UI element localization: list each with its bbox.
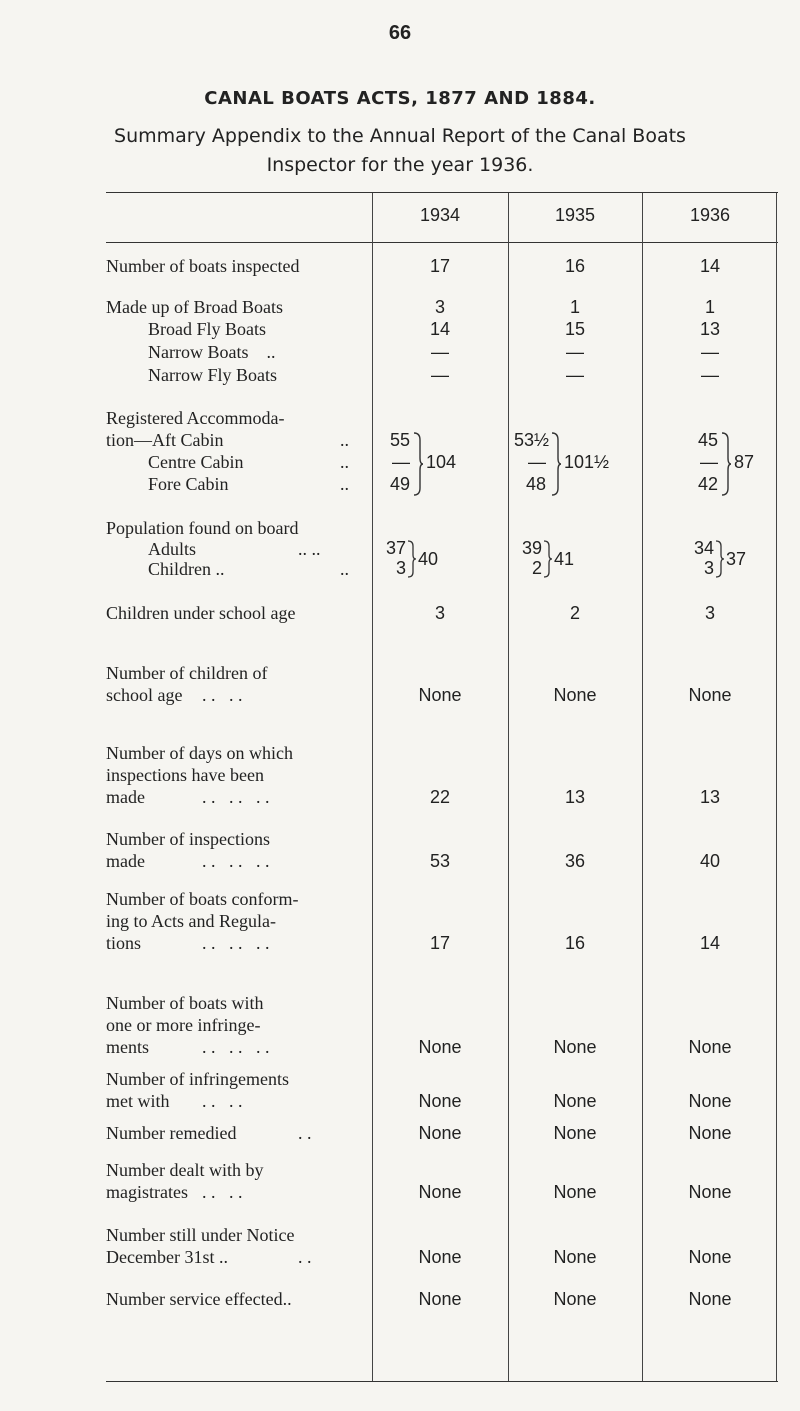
- cell-value: None: [553, 1037, 597, 1057]
- cell-value: None: [688, 1037, 732, 1057]
- cell-value: —: [701, 365, 719, 385]
- cell-value: None: [418, 1123, 462, 1143]
- cell-value: 15: [564, 319, 586, 339]
- right-brace-icon: [543, 540, 553, 578]
- row-label-line: Number of boats conform-: [106, 889, 299, 909]
- header-rule: [106, 242, 778, 243]
- row-label-population: Population found on board: [106, 518, 299, 538]
- row-label-line: Number of children of: [106, 663, 268, 683]
- page-number: 66: [388, 22, 412, 44]
- leader-dots: . . . . . .: [202, 1037, 270, 1057]
- row-label-narrow-fly-boats: Narrow Fly Boats: [148, 365, 277, 385]
- cell-value: 1: [569, 297, 580, 317]
- row-label-line: made . . . . . .: [106, 787, 270, 807]
- cell-value: None: [553, 685, 597, 705]
- accommodation-1935: [514, 430, 642, 530]
- cell-value: 53: [429, 851, 451, 871]
- cell-value: 16: [564, 256, 586, 276]
- cell-value: 13: [699, 319, 721, 339]
- summary-table: [106, 192, 778, 1382]
- cell-value: 3: [434, 603, 445, 623]
- cell-value: 1: [704, 297, 715, 317]
- children-value: 2: [531, 558, 542, 578]
- accommodation-1936: [686, 430, 776, 530]
- cell-value: 13: [699, 787, 721, 807]
- accommodation-1934: [378, 430, 508, 530]
- centre-value: —: [392, 452, 410, 472]
- row-label-line: Number of days on which: [106, 743, 293, 763]
- row-label-line: Number of boats with: [106, 993, 264, 1013]
- page-title: CANAL BOATS ACTS, 1877 AND 1884.: [204, 88, 596, 109]
- row-label-broad-boats: Made up of Broad Boats: [106, 297, 283, 317]
- row-label-line: Number of infringements: [106, 1069, 289, 1089]
- cell-value: None: [688, 1123, 732, 1143]
- header-1934: 1934: [419, 205, 461, 225]
- cell-value: None: [553, 1182, 597, 1202]
- leader-dots: . . . .: [202, 1182, 243, 1202]
- centre-cabin-text: Centre Cabin: [148, 452, 244, 472]
- total-value: 41: [554, 549, 575, 569]
- leader-dots: ..: [266, 342, 276, 362]
- cell-value: —: [431, 342, 449, 362]
- cell-value: 14: [699, 256, 721, 276]
- row-label-fore-cabin: [148, 474, 372, 494]
- leader-dots: . . . .: [202, 685, 243, 705]
- leader-dots: ..: [340, 474, 349, 494]
- cell-value: 3: [704, 603, 715, 623]
- right-brace-icon: [720, 432, 732, 496]
- adults-value: 39: [521, 538, 542, 558]
- row-label-narrow-boats: [148, 342, 275, 362]
- cell-value: 3: [434, 297, 445, 317]
- leader-dots: . . . .: [202, 1091, 243, 1111]
- cell-value: None: [688, 1247, 732, 1267]
- cell-value: —: [566, 365, 584, 385]
- cell-value: None: [688, 1091, 732, 1111]
- cell-value: None: [688, 685, 732, 705]
- cell-value: —: [566, 342, 584, 362]
- aft-value: 55: [389, 430, 410, 450]
- fore-value: 48: [525, 474, 546, 494]
- right-brace-icon: [407, 540, 417, 578]
- cell-value: None: [553, 1091, 597, 1111]
- cell-value: None: [418, 1182, 462, 1202]
- children-value: 3: [395, 558, 406, 578]
- population-1934: [380, 539, 508, 589]
- row-label-line: Number still under Notice: [106, 1225, 295, 1245]
- cell-value: —: [431, 365, 449, 385]
- cell-value: None: [553, 1289, 597, 1309]
- centre-value: —: [700, 452, 718, 472]
- total-value: 104: [426, 452, 457, 472]
- right-brace-icon: [550, 432, 562, 496]
- row-label-accommodation: Registered Accommoda-: [106, 408, 285, 428]
- cell-value: 14: [429, 319, 451, 339]
- row-label-line: December 31st .. . .: [106, 1247, 312, 1267]
- cell-value: None: [418, 1247, 462, 1267]
- row-label-line: Number dealt with by: [106, 1160, 264, 1180]
- cell-value: None: [553, 1247, 597, 1267]
- aft-value: 53½: [514, 430, 550, 450]
- cell-value: 17: [429, 256, 451, 276]
- total-value: 40: [418, 549, 439, 569]
- total-value: 87: [734, 452, 755, 472]
- row-label-line: Number service effected..: [106, 1289, 292, 1309]
- row-label-line: Number of inspections: [106, 829, 270, 849]
- leader-dots: . . . . . .: [202, 851, 270, 871]
- leader-dots: ..: [340, 559, 349, 579]
- leader-dots: ..: [340, 430, 349, 450]
- cell-value: 14: [699, 933, 721, 953]
- leader-dots: . .: [298, 1247, 312, 1267]
- cell-value: 22: [429, 787, 451, 807]
- row-label-line: made . . . . . .: [106, 851, 270, 871]
- total-value: 101½: [564, 452, 610, 472]
- right-brace-icon: [715, 540, 725, 578]
- cell-value: —: [701, 342, 719, 362]
- leader-dots: . .: [298, 1123, 312, 1143]
- row-label-line: ing to Acts and Regula-: [106, 911, 276, 931]
- cell-value: 13: [564, 787, 586, 807]
- leader-dots: ..: [340, 452, 349, 472]
- children-value: 3: [703, 558, 714, 578]
- row-label-line: met with . . . .: [106, 1091, 243, 1111]
- subtitle-line-2: Inspector for the year 1936.: [266, 154, 534, 176]
- narrow-boats-text: Narrow Boats: [148, 342, 249, 362]
- row-label-line: inspections have been: [106, 765, 264, 785]
- cell-value: 2: [569, 603, 580, 623]
- row-label-line: magistrates . . . .: [106, 1182, 243, 1202]
- row-label-children: [148, 559, 372, 579]
- fore-cabin-text: Fore Cabin: [148, 474, 229, 494]
- header-1936: 1936: [689, 205, 731, 225]
- row-label-line: school age . . . .: [106, 685, 243, 705]
- cell-value: None: [418, 1037, 462, 1057]
- cell-value: None: [553, 1123, 597, 1143]
- adults-value: 34: [693, 538, 714, 558]
- row-label-line: one or more infringe-: [106, 1015, 261, 1035]
- cell-value: None: [688, 1289, 732, 1309]
- subtitle-line-1: Summary Appendix to the Annual Report of the Canal Boats: [114, 125, 686, 147]
- fore-value: 49: [389, 474, 410, 494]
- row-label-broad-fly-boats: Broad Fly Boats: [148, 319, 267, 339]
- row-label-line: Number remedied . .: [106, 1123, 312, 1143]
- children-text: Children ..: [148, 559, 225, 579]
- row-label-line: tions . . . . . .: [106, 933, 270, 953]
- adults-value: 37: [385, 538, 406, 558]
- cell-value: 17: [429, 933, 451, 953]
- aft-value: 45: [697, 430, 718, 450]
- cell-value: None: [688, 1182, 732, 1202]
- centre-value: —: [528, 452, 546, 472]
- row-label-centre-cabin: [148, 452, 372, 472]
- aft-cabin-text: tion—Aft Cabin: [106, 430, 224, 450]
- row-label-boats-inspected: Number of boats inspected: [106, 256, 300, 276]
- leader-dots: .. ..: [298, 539, 321, 559]
- leader-dots: . . . . . .: [202, 933, 270, 953]
- cell-value: None: [418, 685, 462, 705]
- cell-value: None: [418, 1289, 462, 1309]
- adults-text: Adults: [148, 539, 197, 559]
- right-brace-icon: [412, 432, 424, 496]
- row-label-adults: [148, 539, 372, 559]
- row-label-line: Children under school age: [106, 603, 296, 623]
- population-1936: [688, 539, 776, 589]
- page-subtitle: [40, 122, 760, 180]
- fore-value: 42: [697, 474, 718, 494]
- cell-value: 40: [699, 851, 721, 871]
- population-1935: [516, 539, 642, 589]
- leader-dots: . . . . . .: [202, 787, 270, 807]
- cell-value: 36: [564, 851, 586, 871]
- total-value: 37: [726, 549, 747, 569]
- row-label-aft-cabin: [106, 430, 349, 450]
- cell-value: 16: [564, 933, 586, 953]
- header-1935: 1935: [554, 205, 596, 225]
- cell-value: None: [418, 1091, 462, 1111]
- row-label-line: ments . . . . . .: [106, 1037, 270, 1057]
